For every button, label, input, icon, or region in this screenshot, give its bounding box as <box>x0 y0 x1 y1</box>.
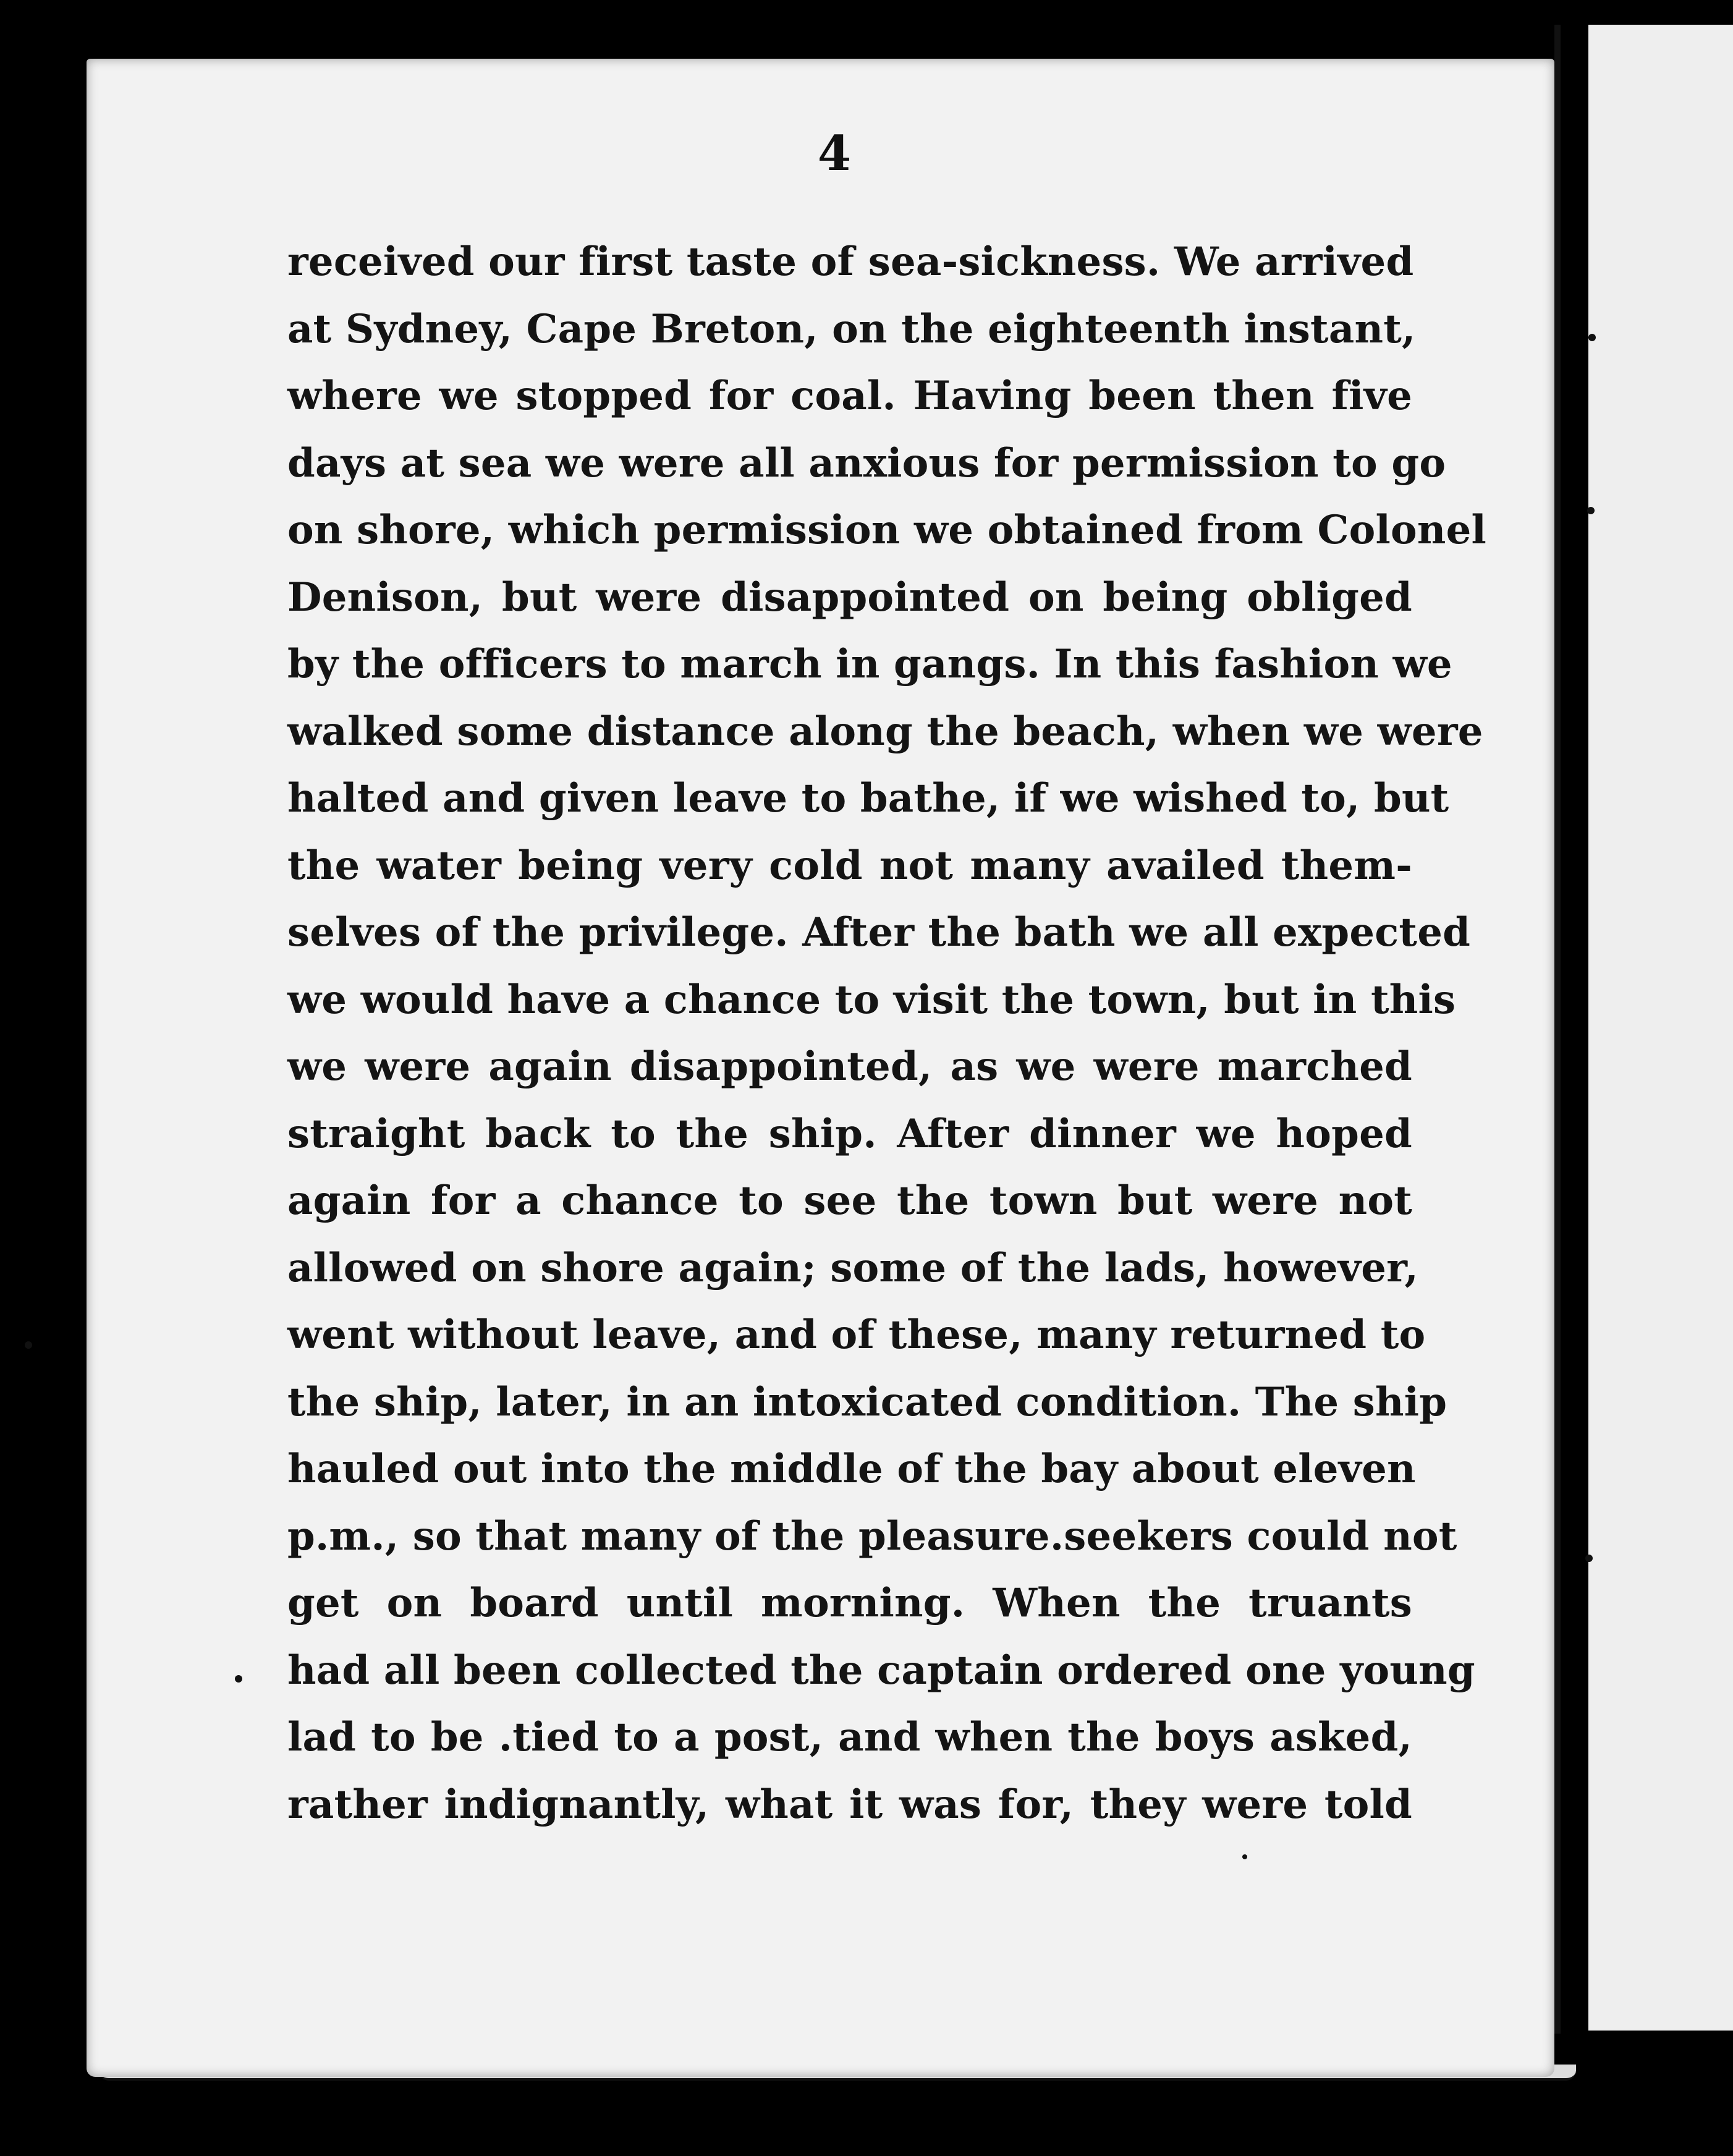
text-line: the ship, later, in an intoxicated condition. The ship <box>287 1378 1447 1425</box>
body-text <box>287 229 1487 1838</box>
text-line: days at sea we were all anxious for permission to go <box>287 439 1446 486</box>
text-line: get on board until morning. When the truants <box>287 1580 1412 1626</box>
text-line: p.m., so that many of the pleasure.seekers could not <box>287 1513 1457 1560</box>
text-line: had all been collected the captain ordered one young <box>287 1647 1475 1694</box>
text-line: walked some distance along the beach, when we were <box>287 708 1483 755</box>
text-line: on shore, which permission we obtained from Colonel <box>287 507 1487 553</box>
text-line: we were again disappointed, as we were marched <box>287 1043 1412 1090</box>
text-line: the water being very cold not many availed them- <box>287 842 1412 889</box>
text-line: we would have a chance to visit the town, but in this <box>287 976 1456 1023</box>
scan-speck <box>1242 1854 1247 1859</box>
text-line: selves of the privilege. After the bath we all expected <box>287 909 1471 956</box>
adjacent-page <box>1588 25 1733 2031</box>
scan-speck <box>235 1675 242 1683</box>
scan-speck <box>1588 334 1596 341</box>
text-line: went without leave, and of these, many returned to <box>287 1312 1426 1358</box>
text-line: again for a chance to see the town but were not <box>287 1178 1412 1224</box>
text-line: straight back to the ship. After dinner we hoped <box>287 1110 1412 1157</box>
text-line: by the officers to march in gangs. In this fashion we <box>287 641 1452 687</box>
text-line: hauled out into the middle of the bay about eleven <box>287 1446 1416 1492</box>
text-line: received our first taste of sea-sickness. We arrived <box>287 239 1414 285</box>
text-line: rather indignantly, what it was for, they were told <box>287 1781 1412 1828</box>
text-line: halted and given leave to bathe, if we wished to, but <box>287 775 1449 821</box>
scan-speck <box>1585 1555 1593 1562</box>
scan-speck <box>1587 507 1595 514</box>
scan-speck <box>25 1341 32 1349</box>
text-line: allowed on shore again; some of the lads, however, <box>287 1244 1418 1291</box>
text-line: where we stopped for coal. Having been then five <box>287 373 1412 419</box>
text-line: lad to be .tied to a post, and when the boys asked, <box>287 1714 1412 1760</box>
text-line: at Sydney, Cape Breton, on the eighteenth instant, <box>287 305 1416 352</box>
page-number: 4 <box>817 125 852 182</box>
text-line: Denison, but were disappointed on being obliged <box>287 574 1412 621</box>
page-gutter-line <box>1554 25 1561 2034</box>
